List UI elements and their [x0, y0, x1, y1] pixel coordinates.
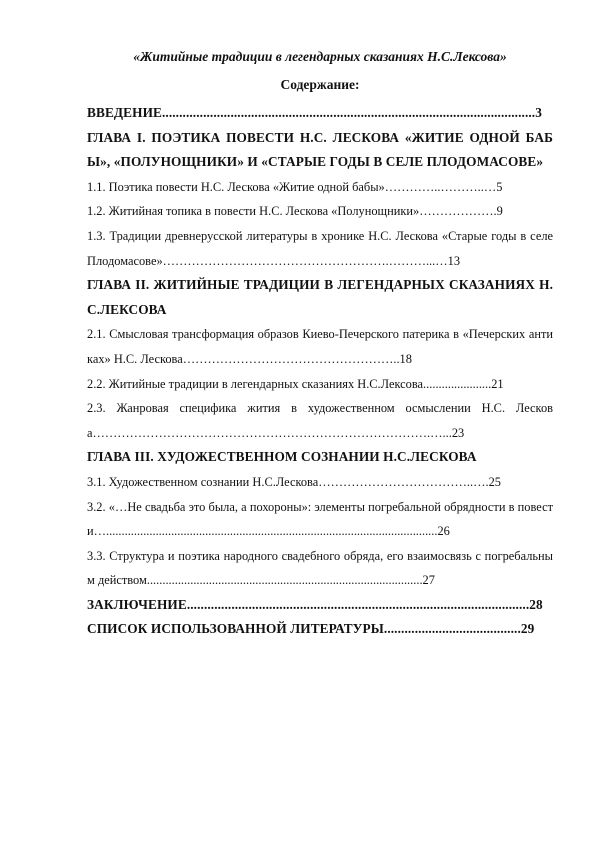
toc-entry-3-2: 3.2. «…Не свадьба это была, а похороны»: элементы погребальной обрядности в повести…...........................................................................................................26	[87, 499, 553, 539]
toc-entry-2-3: 2.3. Жанровая специфика жития в художественном осмыслении Н.С. Лескова……………………………………………………………………….…...23	[87, 401, 553, 440]
toc-entry-1-2: 1.2. Житийная топика в повести Н.С. Лескова «Полунощники»……………….9	[87, 204, 503, 219]
toc-entry-1-3: 1.3. Традиции древнерусской литературы в хронике Н.С. Лескова «Старые годы в селе Плодомасове»……………………………………………….………...…13	[87, 228, 553, 268]
toc-entry-conclusion: ЗАКЛЮЧЕНИЕ....................................................................................................28	[87, 596, 543, 612]
toc-entry-2-1: 2.1. Смысловая трансформация образов Киево-Печерского патерика в «Печерских антиках» Н.С. Лескова……………………………………………..18	[87, 327, 553, 366]
toc-entry-introduction: ВВЕДЕНИЕ.............................................................................................................3	[87, 105, 542, 120]
toc-entry-1-1: 1.1. Поэтика повести Н.С. Лескова «Житие одной бабы»…………..………..…5	[87, 179, 503, 194]
toc-entry-chapter-3: ГЛАВА III. ХУДОЖЕСТВЕННОМ СОЗНАНИИ Н.С.ЛЕСКОВА	[87, 449, 477, 465]
contents-heading: Содержание:	[280, 77, 360, 92]
toc-entry-bibliography: СПИСОК ИСПОЛЬЗОВАННОЙ ЛИТЕРАТУРЫ........................................29	[87, 621, 535, 637]
toc-entry-2-2: 2.2. Житийные традиции в легендарных сказаниях Н.С.Лексова......................21	[87, 376, 504, 391]
toc-entry-chapter-2: ГЛАВА II. ЖИТИЙНЫЕ ТРАДИЦИИ В ЛЕГЕНДАРНЫХ СКАЗАНИЯХ Н.С.ЛЕКСОВА	[87, 277, 553, 317]
toc-entry-3-1: 3.1. Художественном сознании Н.С.Лескова………………………………..….25	[87, 474, 501, 489]
document-title: «Житийные традиции в легендарных сказаниях Н.С.Лексова»	[133, 49, 507, 64]
toc-entry-3-3: 3.3. Структура и поэтика народного свадебного обряда, его взаимосвязь с погребальным действом.........................................................................................27	[87, 548, 553, 588]
toc-entry-chapter-1: ГЛАВА I. ПОЭТИКА ПОВЕСТИ Н.С. ЛЕСКОВА «ЖИТИЕ ОДНОЙ БАБЫ», «ПОЛУНОЩНИКИ» И «СТАРЫЕ ГОДЫ В СЕЛЕ ПЛОДОМАСОВЕ»	[87, 129, 553, 170]
table-of-contents	[87, 101, 553, 642]
